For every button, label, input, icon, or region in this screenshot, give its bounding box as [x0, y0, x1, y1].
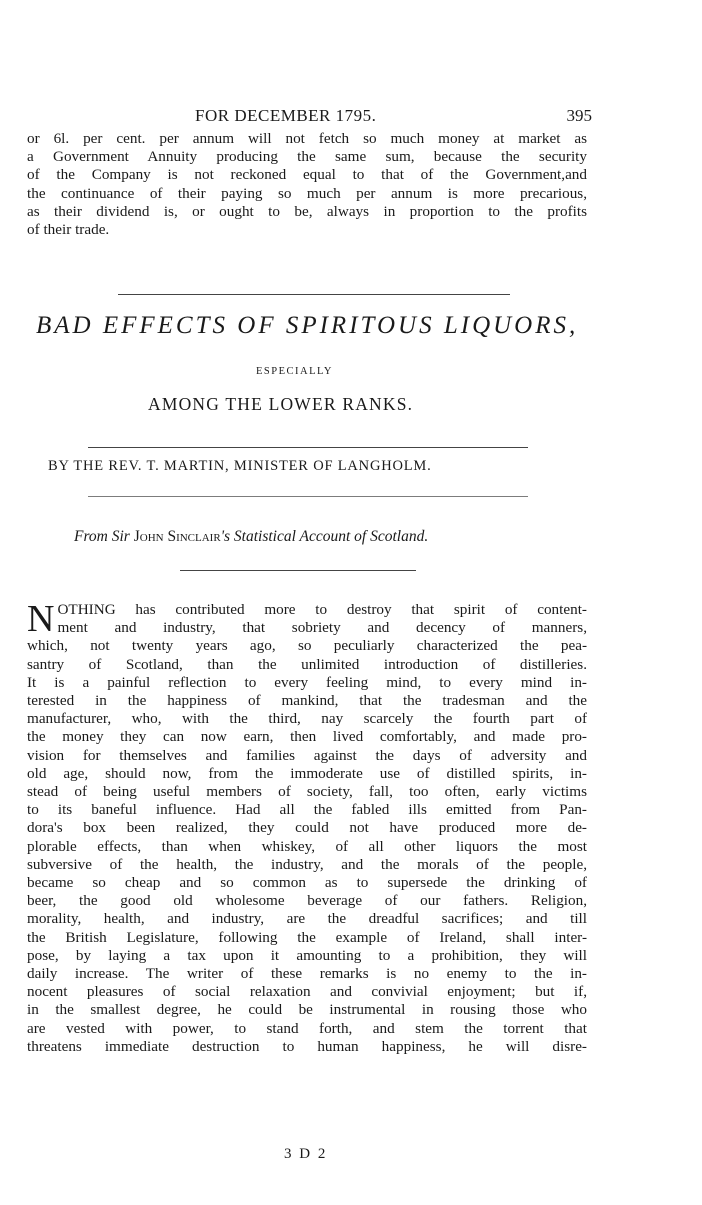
running-head: FOR DECEMBER 1795. [195, 106, 377, 125]
text-line: a Government Annuity producing the same sum, because the security [27, 148, 587, 166]
text-line: morality, health, and industry, are the dreadful sacrifices; and till [27, 910, 587, 928]
text-line: stead of being useful members of society, fall, too often, early victims [27, 783, 587, 801]
text-line: to its baneful influence. Had all the fabled ills emitted from Pan- [27, 801, 587, 819]
text-line: nocent pleasures of social relaxation and convivial enjoyment; but if, [27, 983, 587, 1001]
article-body [27, 598, 587, 1056]
text-line: terested in the happiness of mankind, that the tradesman and the [27, 692, 587, 710]
text-line: in the smallest degree, he could be instrumental in rousing those who [27, 1001, 587, 1019]
byline-rule-bottom [88, 496, 528, 497]
article-especially: ESPECIALLY [256, 366, 333, 377]
article-byline: BY THE REV. T. MARTIN, MINISTER OF LANGHOLM. [48, 458, 432, 474]
source-author: John Sinclair [133, 528, 221, 545]
text-line: manufacturer, who, with the third, nay scarcely the fourth part of [27, 710, 587, 728]
text-line: daily increase. The writer of these remarks is no enemy to the in- [27, 965, 587, 983]
text-line: old age, should now, from the immoderate use of distilled spirits, in- [27, 764, 587, 782]
text-line: OTHING has contributed more to destroy that spirit of content- [57, 601, 587, 618]
text-line: the continuance of their paying so much per annum is more precarious, [27, 184, 587, 202]
article-source [74, 528, 428, 546]
text-line: pose, by laying a tax upon it amounting to a prohibition, they will [27, 946, 587, 964]
text-line: the money they can now earn, then lived comfortably, and made pro- [27, 728, 587, 746]
text-line: santry of Scotland, than the unlimited introduction of distilleries. [27, 655, 587, 673]
text-line: dora's box been realized, they could not have produced more de- [27, 819, 587, 837]
text-line: ment and industry, that sobriety and decency of manners, [57, 619, 587, 637]
text-line: subversive of the health, the industry, and the morals of the people, [27, 855, 587, 873]
text-line: vision for themselves and families against the days of adversity and [27, 746, 587, 764]
source-rule [180, 570, 416, 571]
text-line: became so cheap and so common as to supersede the drinking of [27, 874, 587, 892]
section-divider [118, 294, 510, 295]
text-line: of their trade. [27, 221, 110, 239]
drop-cap: N [27, 598, 55, 640]
text-line: beer, the good old wholesome beverage of our fathers. Religion, [27, 892, 587, 910]
text-line: which, not twenty years ago, so peculiarly characterized the pea- [27, 637, 587, 655]
text-line: or 6l. per cent. per annum will not fetch so much money at market as [27, 130, 587, 147]
text-line: It is a painful reflection to every feeling mind, to every mind in- [27, 673, 587, 691]
text-line: of the Company is not reckoned equal to that of the Government,and [27, 166, 587, 184]
byline-rule-top [88, 447, 528, 448]
text-line: the British Legislature, following the example of Ireland, shall inter- [27, 928, 587, 946]
text-line: as their dividend is, or ought to be, always in proportion to the profits [27, 202, 587, 220]
continued-paragraph [27, 130, 587, 239]
source-suffix: 's Statistical Account of Scotland. [220, 528, 429, 545]
article-subtitle: AMONG THE LOWER RANKS. [148, 394, 414, 414]
article-title: BAD EFFECTS OF SPIRITOUS LIQUORS, [36, 312, 579, 339]
signature-mark: 3 D 2 [284, 1146, 328, 1162]
text-line: are vested with power, to stand forth, and stem the torrent that [27, 1019, 587, 1037]
page-number: 395 [566, 106, 592, 125]
source-prefix: From Sir [74, 528, 134, 545]
text-line: plorable effects, than when whiskey, of all other liquors the most [27, 837, 587, 855]
text-line: threatens immediate destruction to human happiness, he will disre- [27, 1037, 587, 1055]
